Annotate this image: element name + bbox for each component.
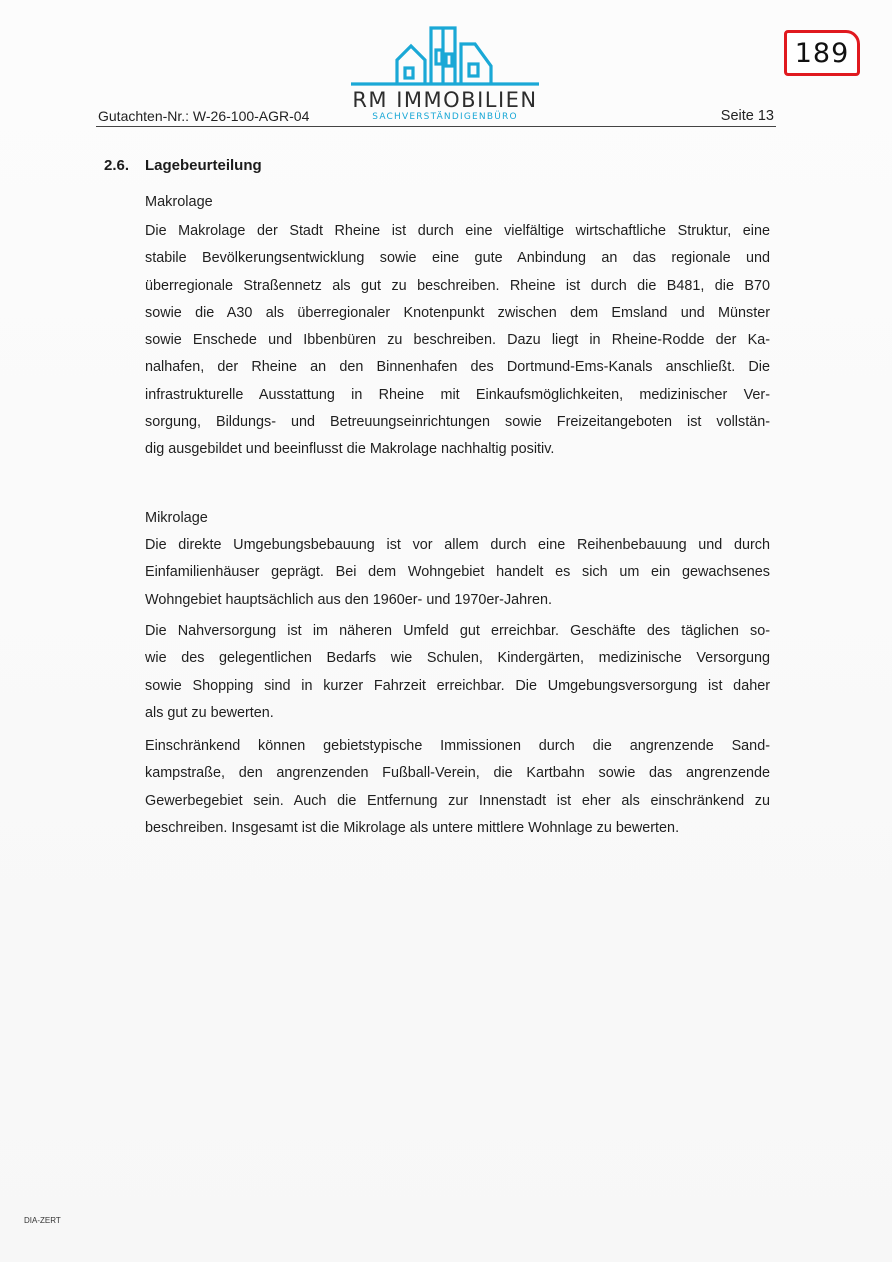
mikrolage-paragraph-1 bbox=[145, 532, 770, 614]
text-line: kampstraße, den angrenzenden Fußball-Verein, die Kartbahn sowie das angrenzende bbox=[145, 765, 770, 782]
section-number: 2.6. bbox=[104, 157, 130, 174]
makrolage-paragraph bbox=[145, 218, 770, 464]
text-line: dig ausgebildet und beeinflusst die Makrolage nachhaltig positiv. bbox=[145, 441, 555, 458]
page-number-badge: 189 bbox=[784, 30, 860, 76]
mikrolage-heading: Mikrolage bbox=[145, 510, 208, 526]
report-number: Gutachten-Nr.: W-26-100-AGR-04 bbox=[98, 108, 310, 124]
header-divider bbox=[96, 126, 776, 127]
company-logo bbox=[345, 20, 545, 128]
text-line: beschreiben. Insgesamt ist die Mikrolage als untere mittlere Wohnlage zu bewerten. bbox=[145, 819, 680, 836]
text-line: Einfamilienhäuser geprägt. Bei dem Wohngebiet handelt es sich um ein gewachsenes bbox=[145, 564, 770, 581]
footer-mark: DIA-ZERT bbox=[24, 1216, 61, 1225]
text-line: überregionale Straßennetz als gut zu beschreiben. Rheine ist durch die B481, die B70 bbox=[145, 277, 770, 294]
text-line: sowie Shopping sind in kurzer Fahrzeit erreichbar. Die Umgebungsversorgung ist daher bbox=[145, 677, 770, 694]
text-line: Einschränkend können gebietstypische Immissionen durch die angrenzende Sand- bbox=[145, 738, 770, 754]
mikrolage-paragraph-2 bbox=[145, 618, 770, 727]
text-line: sowie Enschede und Ibbenbüren zu beschreiben. Dazu liegt in Rheine-Rodde der Ka- bbox=[145, 332, 770, 349]
text-line: Gewerbegebiet sein. Auch die Entfernung zur Innenstadt ist eher als einschränkend zu bbox=[145, 792, 770, 809]
text-line: stabile Bevölkerungsentwicklung sowie eine gute Anbindung an das regionale und bbox=[145, 250, 770, 267]
text-line: sorgung, Bildungs- und Betreuungseinrichtungen sowie Freizeitangeboten ist vollstän- bbox=[145, 414, 770, 431]
text-line: nalhafen, der Rheine an den Binnenhafen des Dortmund-Ems-Kanals anschließt. Die bbox=[145, 359, 770, 376]
mikrolage-paragraph-3 bbox=[145, 733, 770, 842]
text-line: infrastrukturelle Ausstattung in Rheine mit Einkaufsmöglichkeiten, medizinischer Ver- bbox=[145, 386, 770, 403]
building-skyline-icon bbox=[345, 20, 545, 90]
logo-company-name: RM IMMOBILIEN bbox=[352, 88, 538, 112]
section-title: Lagebeurteilung bbox=[145, 157, 262, 174]
text-line: wie des gelegentlichen Bedarfs wie Schulen, Kindergärten, medizinische Versorgung bbox=[145, 650, 770, 667]
logo-subtitle: SACHVERSTÄNDIGENBÜRO bbox=[372, 112, 518, 122]
text-line: Die Nahversorgung ist im näheren Umfeld gut erreichbar. Geschäfte des täglichen so- bbox=[145, 623, 770, 639]
text-line: sowie die A30 als überregionaler Knotenpunkt zwischen dem Emsland und Münster bbox=[145, 304, 770, 321]
text-line: Die direkte Umgebungsbebauung ist vor allem durch eine Reihenbebauung und durch bbox=[145, 537, 770, 553]
text-line: Wohngebiet hauptsächlich aus den 1960er- und 1970er-Jahren. bbox=[145, 591, 552, 608]
page-label: Seite 13 bbox=[720, 108, 774, 124]
text-line: Die Makrolage der Stadt Rheine ist durch eine vielfältige wirtschaftliche Struktur, eine bbox=[145, 223, 770, 239]
section-heading bbox=[104, 157, 262, 174]
makrolage-heading: Makrolage bbox=[145, 194, 213, 210]
text-line: als gut zu bewerten. bbox=[145, 704, 274, 721]
